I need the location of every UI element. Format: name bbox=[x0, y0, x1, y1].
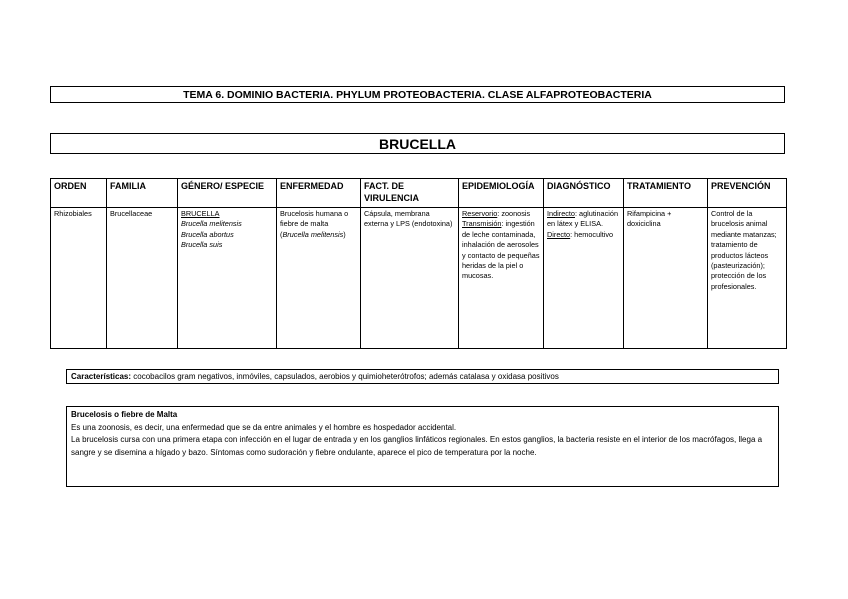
genus-title: BRUCELLA bbox=[50, 133, 785, 154]
transmision-value: : ingestión de leche contaminada, inhalación de aerosoles y contacto de pequeñas heridas de la piel o mucosas. bbox=[462, 219, 540, 281]
table-row bbox=[51, 208, 787, 349]
directo-label: Directo bbox=[547, 229, 571, 239]
enfermedad-species: Brucella melitensis bbox=[282, 229, 344, 239]
species-2: Brucella abortus bbox=[181, 229, 234, 239]
species-1: Brucella melitensis bbox=[181, 219, 242, 229]
cell-epidemiologia bbox=[459, 208, 544, 349]
header-enfermedad: ENFERMEDAD bbox=[277, 179, 361, 208]
table-header-row bbox=[51, 179, 787, 208]
header-orden: ORDEN bbox=[51, 179, 107, 208]
header-epidemiologia: EPIDEMIOLOGÍA bbox=[459, 179, 544, 208]
header-genero: GÉNERO/ ESPECIE bbox=[178, 179, 277, 208]
indirecto-value: : aglutinación en látex y ELISA. bbox=[547, 209, 619, 229]
cell-orden: Rhizobiales bbox=[51, 208, 107, 349]
enfermedad-close: ) bbox=[343, 229, 346, 239]
header-diagnostico: DIAGNÓSTICO bbox=[544, 179, 624, 208]
reservorio-label: Reservorio bbox=[462, 209, 498, 218]
reservorio-value: : zoonosis bbox=[497, 209, 531, 218]
species-3: Brucella suis bbox=[181, 240, 223, 250]
brucelosis-line-2: La brucelosis cursa con una primera etapa con infección en el lugar de entrada y en los ganglios linfáticos regionales. En estos ganglios, la bacteria resiste en el interior de los macrófagos, llega a sangre y se disemina a hígado y bazo. Síntomas como sudoración y fiebre ondulante, aparece el pico de temperatura por la noche. bbox=[71, 435, 763, 458]
directo-value: : hemocultivo bbox=[570, 229, 614, 239]
cell-tratamiento: Rifampicina + doxiciclina bbox=[624, 208, 708, 349]
brucelosis-line-1: Es una zoonosis, es decir, una enfermedad que se da entre animales y el hombre es hospedador accidental. bbox=[71, 422, 457, 432]
cell-fact-virulencia: Cápsula, membrana externa y LPS (endotoxina) bbox=[361, 208, 459, 349]
header-tratamiento: TRATAMIENTO bbox=[624, 179, 708, 208]
cell-prevencion: Control de la brucelosis animal mediante matanzas; tratamiento de productos lácteos (pasteurización); protección de los profesionales. bbox=[708, 208, 787, 349]
cell-familia: Brucellaceae bbox=[107, 208, 178, 349]
header-fact-virulencia: FACT. DE VIRULENCIA bbox=[361, 179, 459, 208]
header-prevencion: PREVENCIÓN bbox=[708, 179, 787, 208]
indirecto-label: Indirecto bbox=[547, 209, 575, 218]
caracteristicas-label: Características: bbox=[71, 372, 132, 381]
genus-label: BRUCELLA bbox=[181, 209, 220, 218]
caracteristicas-box bbox=[66, 369, 779, 384]
transmision-label: Transmisión bbox=[462, 219, 502, 229]
cell-genero bbox=[178, 208, 277, 349]
brucelosis-box bbox=[66, 406, 779, 487]
brucelosis-heading: Brucelosis o fiebre de Malta bbox=[71, 410, 178, 419]
enfermedad-text: Brucelosis humana o fiebre de malta ( bbox=[280, 209, 349, 239]
caracteristicas-text: cocobacilos gram negativos, inmóviles, capsulados, aerobios y quimioheterótrofos; además catalasa y oxidasa positivos bbox=[131, 372, 559, 381]
header-familia: FAMILIA bbox=[107, 179, 178, 208]
topic-title: TEMA 6. DOMINIO BACTERIA. PHYLUM PROTEOBACTERIA. CLASE ALFAPROTEOBACTERIA bbox=[50, 86, 785, 103]
cell-enfermedad bbox=[277, 208, 361, 349]
brucella-table bbox=[50, 178, 787, 349]
cell-diagnostico bbox=[544, 208, 624, 349]
